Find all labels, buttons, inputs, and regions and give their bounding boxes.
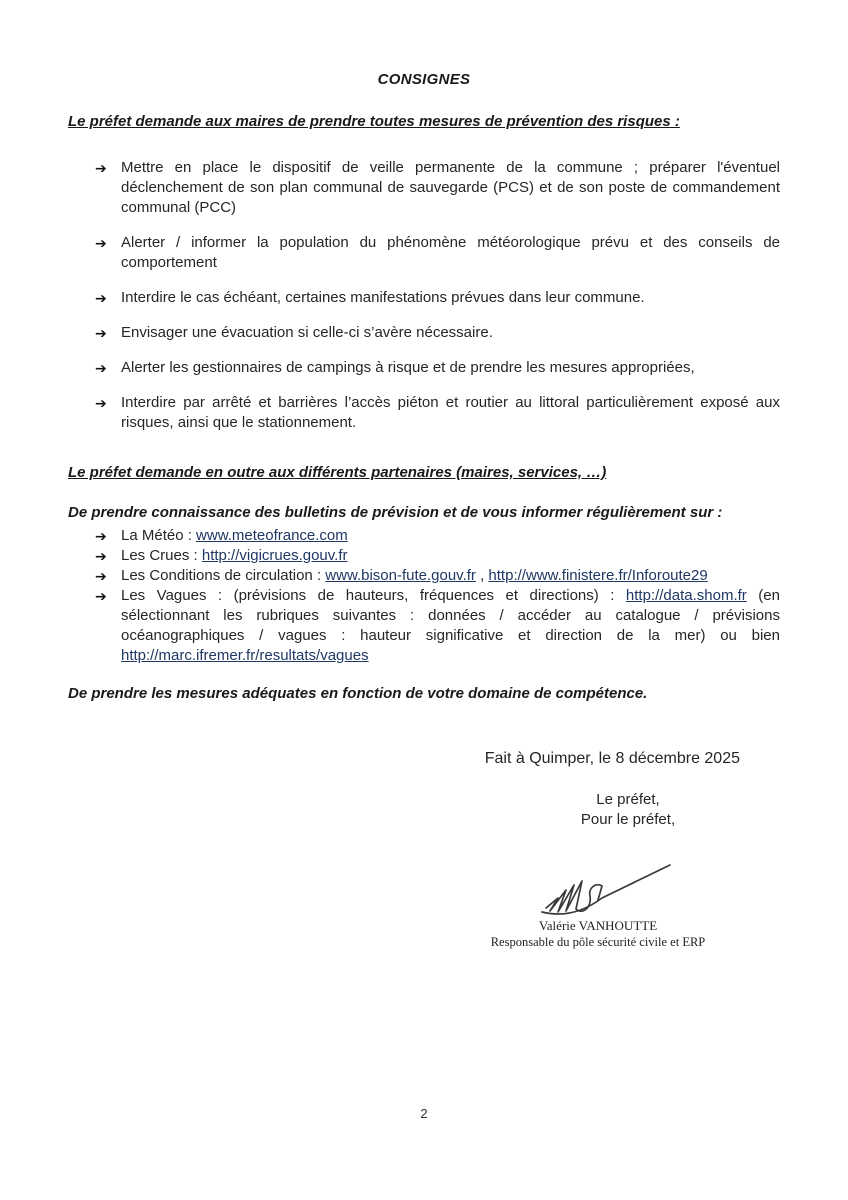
section1-heading: Le préfet demande aux maires de prendre toutes mesures de prévention des risques : — [68, 113, 680, 130]
link-prefix: La Météo : — [121, 527, 197, 544]
link-data-shom[interactable]: http://data.shom.fr — [625, 587, 747, 604]
arrow-bullet-icon: ➔ — [95, 528, 107, 544]
link-inforoute29[interactable]: http://www.finistere.fr/Inforoute29 — [488, 567, 708, 584]
link-vigicrues[interactable]: http://vigicrues.gouv.fr — [201, 547, 348, 564]
info-links-list — [68, 526, 780, 666]
link-marc-ifremer[interactable]: http://marc.ifremer.fr/resultats/vagues — [121, 647, 369, 664]
list-item-circulation — [95, 566, 780, 586]
page-number: 2 — [420, 1106, 428, 1121]
arrow-bullet-icon: ➔ — [95, 235, 107, 251]
bullet-text: Envisager une évacuation si celle-ci s’avère nécessaire. — [121, 324, 493, 341]
link-bison-fute[interactable]: www.bison-fute.gouv.fr — [325, 567, 476, 584]
link-meteofrance[interactable]: www.meteofrance.com — [196, 527, 348, 544]
arrow-bullet-icon: ➔ — [95, 325, 107, 341]
list-item — [95, 393, 780, 433]
bullet-text: Interdire par arrêté et barrières l’accès piéton et routier au littoral particulièrement exposé aux risques, ainsi que le stationnement. — [121, 394, 780, 431]
page-title: CONSIGNES — [377, 71, 471, 88]
section2-heading: Le préfet demande en outre aux différents partenaires (maires, services, …) — [68, 464, 607, 481]
list-item-crues — [95, 546, 780, 566]
link-prefix: Les Vagues : (prévisions de hauteurs, fréquences et directions) : — [121, 587, 626, 604]
list-item — [95, 323, 780, 343]
arrow-bullet-icon: ➔ — [95, 568, 107, 584]
closing-statement: De prendre les mesures adéquates en fonction de votre domaine de compétence. — [68, 685, 648, 702]
arrow-bullet-icon: ➔ — [95, 360, 107, 376]
signatory-titles — [478, 790, 778, 830]
signatory-title-line2: Pour le préfet, — [580, 811, 676, 828]
arrow-bullet-icon: ➔ — [95, 548, 107, 564]
list-item — [95, 158, 780, 218]
list-item — [95, 233, 780, 273]
arrow-bullet-icon: ➔ — [95, 588, 107, 604]
link-middle-text: (en sélectionnant les rubriques suivantes : données / accéder au catalogue / prévisions océanographiques / vagues : hauteur significative et direction de la mer) ou bien — [121, 587, 780, 644]
list-item-meteo — [95, 526, 780, 546]
bullet-text: Interdire le cas échéant, certaines manifestations prévues dans leur commune. — [121, 289, 645, 306]
section1-bullet-list — [68, 158, 780, 433]
signatory-title-line1: Le préfet, — [596, 791, 660, 808]
arrow-bullet-icon: ➔ — [95, 395, 107, 411]
handwritten-signature-icon — [538, 858, 678, 916]
bullet-text: Alerter les gestionnaires de campings à risque et de prendre les mesures appropriées, — [121, 359, 695, 376]
list-item-vagues — [95, 586, 780, 666]
bullet-text: Mettre en place le dispositif de veille permanente de la commune ; préparer l'éventuel déclenchement de son plan communal de sauvegarde (PCS) et de son poste de commandement communal (PCC) — [121, 159, 780, 216]
arrow-bullet-icon: ➔ — [95, 290, 107, 306]
bullet-text: Alerter / informer la population du phénomène météorologique prévu et des conseils de comportement — [121, 234, 780, 271]
list-item — [95, 358, 780, 378]
signature-block — [448, 858, 748, 950]
place-date-line: Fait à Quimper, le 8 décembre 2025 — [484, 750, 740, 767]
link-prefix: Les Conditions de circulation : — [121, 567, 326, 584]
link-prefix: Les Crues : — [121, 547, 202, 564]
signatory-name: Valérie VANHOUTTE — [538, 918, 658, 933]
list-item — [95, 288, 780, 308]
arrow-bullet-icon: ➔ — [95, 160, 107, 176]
signatory-role: Responsable du pôle sécurité civile et ERP — [490, 935, 706, 949]
section2-intro: De prendre connaissance des bulletins de prévision et de vous informer régulièrement sur : — [68, 504, 723, 521]
link-separator: , — [475, 567, 489, 584]
